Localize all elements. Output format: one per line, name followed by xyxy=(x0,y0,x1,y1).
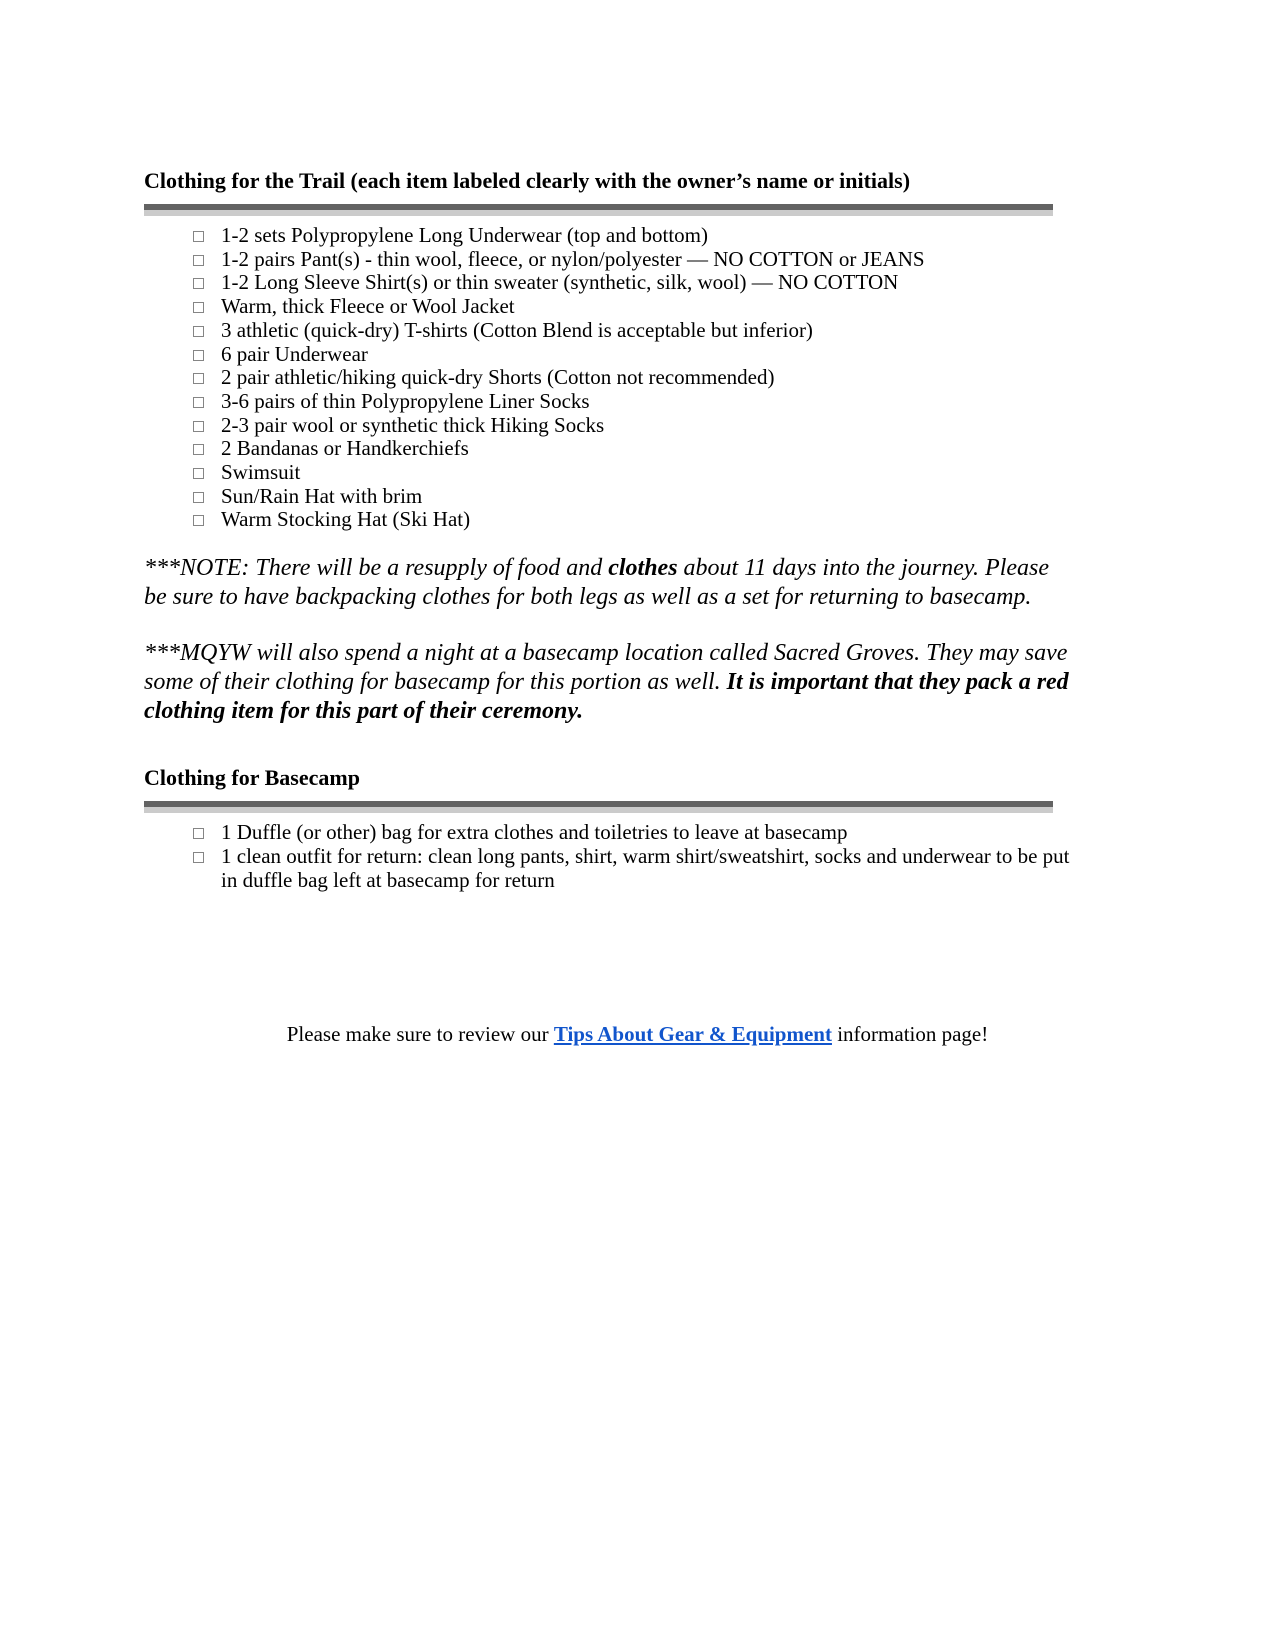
checklist-item xyxy=(144,390,1131,414)
checkbox-icon xyxy=(193,468,204,479)
section-divider xyxy=(144,801,1053,813)
checkbox-icon xyxy=(193,326,204,337)
checklist-item xyxy=(144,248,1131,272)
note-basecamp-text: ***MQYW will also spend a night at a basecamp location called Sacred Groves. They may save some of their clothing for basecamp for this portion as well. xyxy=(144,640,1068,696)
checklist-item-label: Warm, thick Fleece or Wool Jacket xyxy=(221,294,515,319)
footer-review-note xyxy=(144,1022,1131,1047)
checklist-item xyxy=(144,366,1131,390)
checklist-item-label: Sun/Rain Hat with brim xyxy=(221,483,423,508)
basecamp-section xyxy=(144,765,1131,892)
basecamp-section-heading: Clothing for Basecamp xyxy=(144,765,360,791)
note-resupply xyxy=(144,554,1074,612)
checkbox-icon xyxy=(193,278,204,289)
checklist-item-label: 1-2 sets Polypropylene Long Underwear (top and bottom) xyxy=(221,223,708,247)
checkbox-icon xyxy=(193,231,204,242)
checklist-item-label: 2 pair athletic/hiking quick-dry Shorts (Cotton not recommended) xyxy=(221,365,775,390)
checklist-item xyxy=(144,271,1131,295)
checkbox-icon xyxy=(193,492,204,503)
checklist-item xyxy=(144,343,1131,367)
checklist-item-label: 2 Bandanas or Handkerchiefs xyxy=(221,436,469,461)
checklist-item xyxy=(144,295,1131,319)
trail-checklist xyxy=(144,224,1131,532)
checklist-item xyxy=(144,845,1131,892)
note-basecamp-ceremony xyxy=(144,639,1074,726)
checklist-item-label: 1-2 pairs Pant(s) - thin wool, fleece, or nylon/polyester — NO COTTON or JEANS xyxy=(221,246,925,271)
checkbox-icon xyxy=(193,373,204,384)
note-resupply-text-after: about 11 days into the journey. Please be sure to have backpacking clothes for both legs as well as a set for returning to basecamp. xyxy=(144,555,1050,611)
basecamp-checklist xyxy=(144,821,1131,892)
checklist-item-label: 1 clean outfit for return: clean long pants, shirt, warm shirt/sweatshirt, socks and underwear to be put in duffle bag left at basecamp for return xyxy=(221,843,1070,892)
checklist-item xyxy=(144,437,1131,461)
trail-section xyxy=(144,168,1131,532)
divider-light-bar xyxy=(144,210,1053,216)
note-resupply-bold: clothes xyxy=(608,555,678,582)
checklist-item-label: 3-6 pairs of thin Polypropylene Liner Socks xyxy=(221,388,590,413)
checkbox-icon xyxy=(193,302,204,313)
checklist-item xyxy=(144,508,1131,532)
checkbox-icon xyxy=(193,255,204,266)
trail-section-heading: Clothing for the Trail (each item labeled clearly with the owner’s name or initials) xyxy=(144,168,911,193)
footer-text-before-link: Please make sure to review our xyxy=(286,1022,554,1047)
checkbox-icon xyxy=(193,444,204,455)
checklist-item xyxy=(144,224,1131,248)
checklist-item-label: Warm Stocking Hat (Ski Hat) xyxy=(221,507,471,532)
note-resupply-text: ***NOTE: There will be a resupply of food and xyxy=(144,555,609,582)
divider-light-bar xyxy=(144,807,1053,813)
checkbox-icon xyxy=(193,421,204,432)
checkbox-icon xyxy=(193,828,204,839)
checklist-item xyxy=(144,485,1131,509)
section-divider xyxy=(144,204,1053,216)
checklist-item-label: 3 athletic (quick-dry) T-shirts (Cotton Blend is acceptable but inferior) xyxy=(221,317,813,342)
checklist-item-label: 2-3 pair wool or synthetic thick Hiking Socks xyxy=(221,412,605,437)
note-basecamp-bold: It is important that they pack a red clothing item for this part of their ceremony. xyxy=(144,669,1069,725)
checkbox-icon xyxy=(193,852,204,863)
tips-gear-equipment-link[interactable]: Tips About Gear & Equipment xyxy=(553,1022,832,1047)
checklist-item-label: 1-2 Long Sleeve Shirt(s) or thin sweater (synthetic, silk, wool) — NO COTTON xyxy=(221,270,899,295)
checklist-item xyxy=(144,319,1131,343)
checklist-item xyxy=(144,821,1131,845)
checklist-item xyxy=(144,461,1131,485)
checklist-item-label: 1 Duffle (or other) bag for extra clothes and toiletries to leave at basecamp xyxy=(221,820,848,845)
checklist-item-label: Swimsuit xyxy=(221,460,301,485)
checkbox-icon xyxy=(193,350,204,361)
footer-text-after-link: information page! xyxy=(831,1022,989,1047)
checkbox-icon xyxy=(193,397,204,408)
checklist-item-label: 6 pair Underwear xyxy=(221,341,368,366)
checkbox-icon xyxy=(193,515,204,526)
checklist-item xyxy=(144,414,1131,438)
